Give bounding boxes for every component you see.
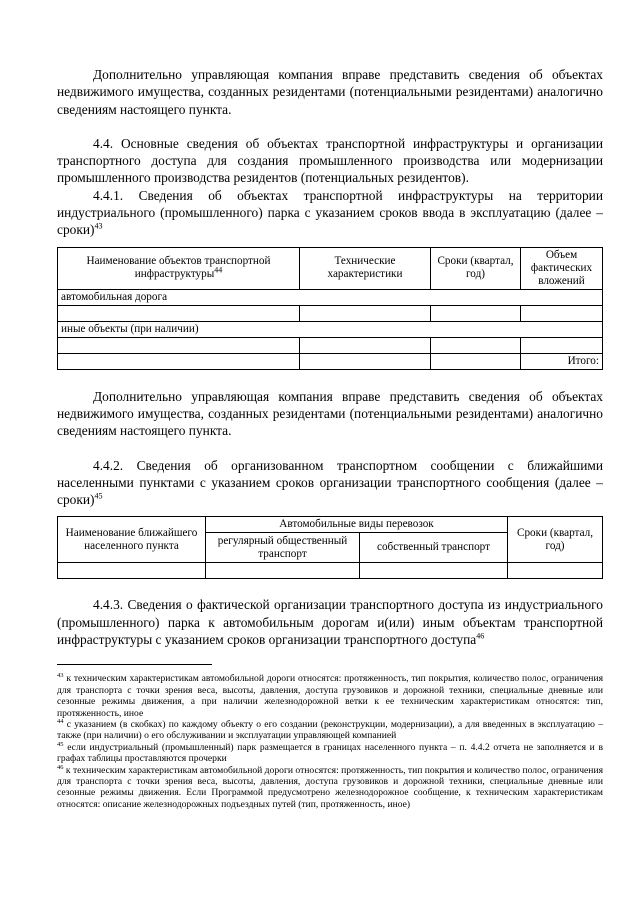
table-total-row (58, 353, 603, 369)
header-own-transport: собственный транспорт (360, 533, 508, 563)
header-nearest-settlement: Наименование ближайшего населенного пункта (58, 517, 206, 563)
section-road: автомобильная дорога (58, 289, 603, 305)
header-technical-characteristics: Технические характеристики (300, 247, 431, 289)
footnote-ref-46: 46 (476, 631, 485, 641)
header-terms: Сроки (квартал, год) (431, 247, 521, 289)
table-row (58, 563, 603, 579)
paragraph-4-4-2-text: 4.4.2. Сведения об организованном транспортном сообщении с ближайшими населенными пунктами с указанием сроков организации транспортного сообщения (далее – сроки) (57, 457, 603, 508)
table-row (58, 289, 603, 305)
table-header-row (58, 247, 603, 289)
footnote-45: $^{45}$ если индустриальный (промышленный) парк размещается в границах населенного пункта – п. 4.4.2 отчета не заполняется и в графах таблицы проставляются прочерки (57, 740, 603, 765)
footnote-ref-44: 44 (214, 265, 223, 275)
header-public-transport: регулярный общественный транспорт (206, 533, 360, 563)
footnote-ref-45: 45 (94, 491, 103, 501)
header-terms: Сроки (квартал, год) (508, 517, 603, 563)
header-actual-investments: Объем фактических вложений (521, 247, 603, 289)
paragraph-additional-info-2: Дополнительно управляющая компания вправе представить сведения об объектах недвижимого имущества, созданных резидентами (потенциальными резидентами) аналогично сведениям настоящего пункта. (57, 388, 603, 439)
footnote-ref-43: 43 (94, 221, 103, 231)
footnote-46: $^{46}$ к техническим характеристикам автомобильной дороги относятся: протяженность, тип покрытия и количество полос, ограничения для транспорта с точки зрения веса, высоты, давления, доступа грузовиков и дорожной техники, специальные дневные или сезонные режимы движения. Если Программой предусмотрено железнодорожное сообщение, к техническим характеристикам относятся: описание железнодорожных подъездных путей (тип, протяженность, иное) (57, 763, 603, 810)
footnote-44: $^{44}$ с указанием (в скобках) по каждому объекту о его создании (реконструкции, модернизации), а для введенных в эксплуатацию – также (при наличии) о его обслуживании и эксплуатации управляющей компанией (57, 717, 603, 742)
table-row (58, 305, 603, 321)
table-row (58, 337, 603, 353)
transport-infrastructure-table (57, 247, 603, 370)
paragraph-4-4: 4.4. Основные сведения об объектах транспортной инфраструктуры и организации транспортного доступа для создания промышленного производства или модернизации промышленного производства резидентов (потенциальных резидентов). (57, 135, 603, 186)
footnote-separator (57, 664, 212, 665)
transport-connection-table (57, 516, 603, 579)
section-other-objects: иные объекты (при наличии) (58, 321, 603, 337)
paragraph-4-4-3 (57, 596, 603, 648)
header-road-transport-types: Автомобильные виды перевозок (206, 517, 508, 533)
total-label: Итого: (521, 353, 603, 369)
paragraph-4-4-2 (57, 457, 603, 509)
table-row (58, 321, 603, 337)
footnotes (57, 673, 603, 810)
paragraph-4-4-3-text: 4.4.3. Сведения о фактической организации транспортного доступа из индустриального (промышленного) парка к автомобильным дорогам и(или) иным объектам транспортной инфраструктуры с указанием сроков организации транспортного доступа (57, 597, 603, 648)
paragraph-additional-info-1: Дополнительно управляющая компания вправе представить сведения об объектах недвижимого имущества, созданных резидентами (потенциальными резидентами) аналогично сведениям настоящего пункта. (57, 67, 603, 117)
paragraph-4-4-1 (57, 187, 603, 239)
footnote-43: $^{43}$ к техническим характеристикам автомобильной дороги относятся: протяженность, тип покрытия, количество полос, ограничения для транспорта с точки зрения веса, высоты, давления, доступа грузовиков и дорожной техники, специальные дневные или сезонные режимы движения, а при наличии железнодорожной ветки к ее техническим характеристикам относятся: тип, протяженность, иное (57, 672, 603, 719)
document-page (57, 66, 603, 810)
header-infrastructure-name: Наименование объектов транспортной инфраструктуры$^{44}$ (58, 247, 300, 289)
paragraph-4-4-1-text: 4.4.1. Сведения об объектах транспортной инфраструктуры на территории индустриального (промышленного) парка с указанием сроков ввода в эксплуатацию (далее – сроки) (57, 187, 603, 238)
table-header-row (58, 517, 603, 533)
